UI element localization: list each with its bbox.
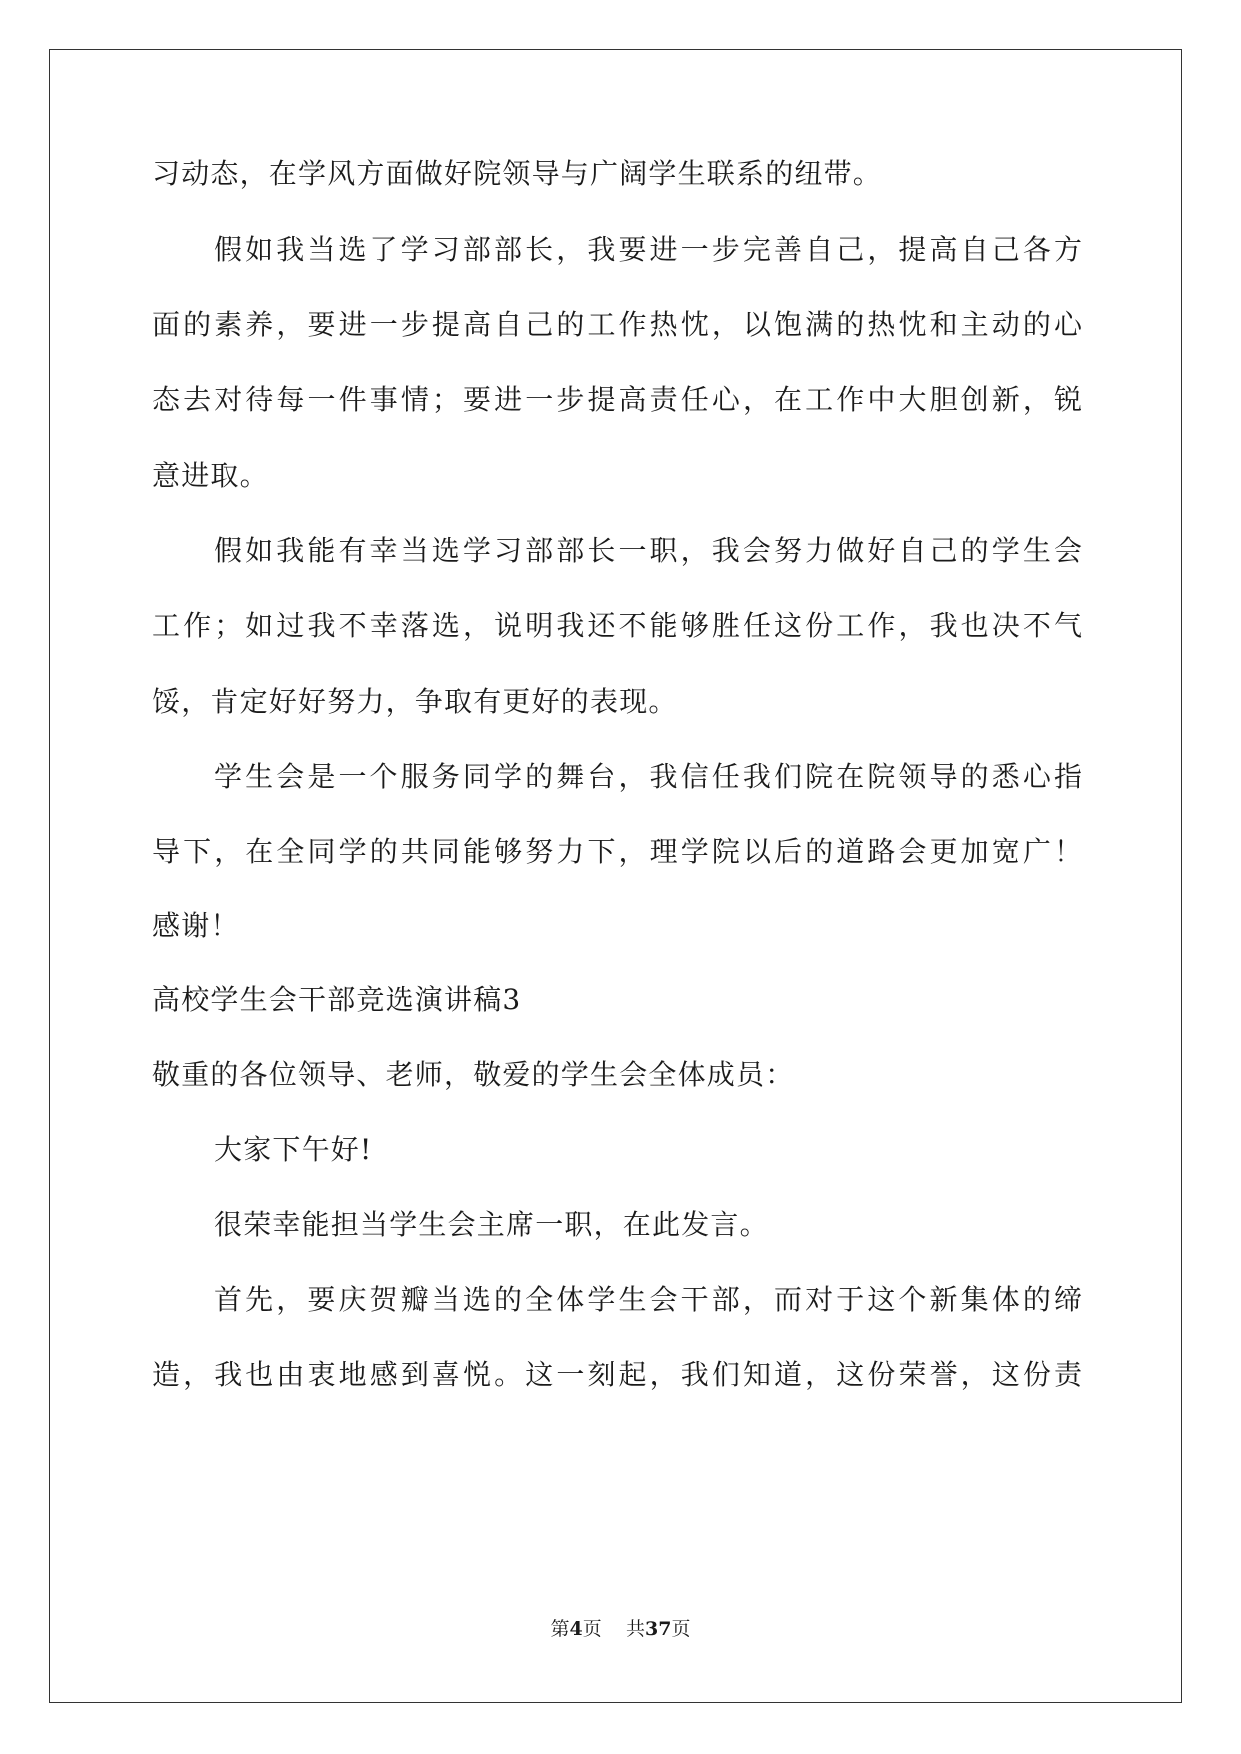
page-footer bbox=[0, 1616, 1241, 1642]
paragraph-line: 意进取。 bbox=[152, 459, 269, 492]
paragraph-line: 馁，肯定好好努力，争取有更好的表现。 bbox=[152, 685, 678, 718]
greeting-line: 大家下午好! bbox=[214, 1133, 373, 1166]
paragraph-line: 导下，在全同学的共同能够努力下，理学院以后的道路会更加宽广！ bbox=[152, 835, 1082, 868]
paragraph-line: 习动态，在学风方面做好院领导与广阔学生联系的纽带。 bbox=[152, 157, 883, 190]
salutation-line: 敬重的各位领导、老师，敬爱的学生会全体成员： bbox=[152, 1058, 795, 1091]
paragraph-line: 假如我当选了学习部部长，我要进一步完善自己，提高自己各方 bbox=[214, 233, 1082, 266]
page-border bbox=[49, 49, 1182, 1703]
paragraph-line: 假如我能有幸当选学习部部长一职，我会努力做好自己的学生会 bbox=[214, 534, 1082, 567]
page-label-prefix: 第 bbox=[550, 1618, 570, 1640]
total-label-suffix: 页 bbox=[671, 1618, 691, 1640]
total-pages: 37 bbox=[644, 1618, 672, 1640]
total-label-prefix: 共 bbox=[625, 1618, 645, 1640]
paragraph-line: 态去对待每一件事情；要进一步提高责任心，在工作中大胆创新，锐 bbox=[152, 383, 1082, 416]
paragraph-line: 学生会是一个服务同学的舞台，我信任我们院在院领导的悉心指 bbox=[214, 760, 1082, 793]
paragraph-line: 首先，要庆贺瓣当选的全体学生会干部，而对于这个新集体的缔 bbox=[214, 1283, 1082, 1316]
page-label-suffix: 页 bbox=[582, 1618, 602, 1640]
paragraph-line: 面的素养，要进一步提高自己的工作热忱，以饱满的热忱和主动的心 bbox=[152, 308, 1082, 341]
paragraph-line: 工作；如过我不幸落选，说明我还不能够胜任这份工作，我也决不气 bbox=[152, 609, 1082, 642]
paragraph-line: 很荣幸能担当学生会主席一职，在此发言。 bbox=[214, 1208, 769, 1241]
section-heading: 高校学生会干部竞选演讲稿3 bbox=[152, 983, 522, 1016]
paragraph-line: 造，我也由衷地感到喜悦。这一刻起，我们知道，这份荣誉，这份责 bbox=[152, 1358, 1082, 1391]
paragraph-line: 感谢！ bbox=[152, 909, 240, 942]
page-number: 4 bbox=[569, 1618, 583, 1640]
